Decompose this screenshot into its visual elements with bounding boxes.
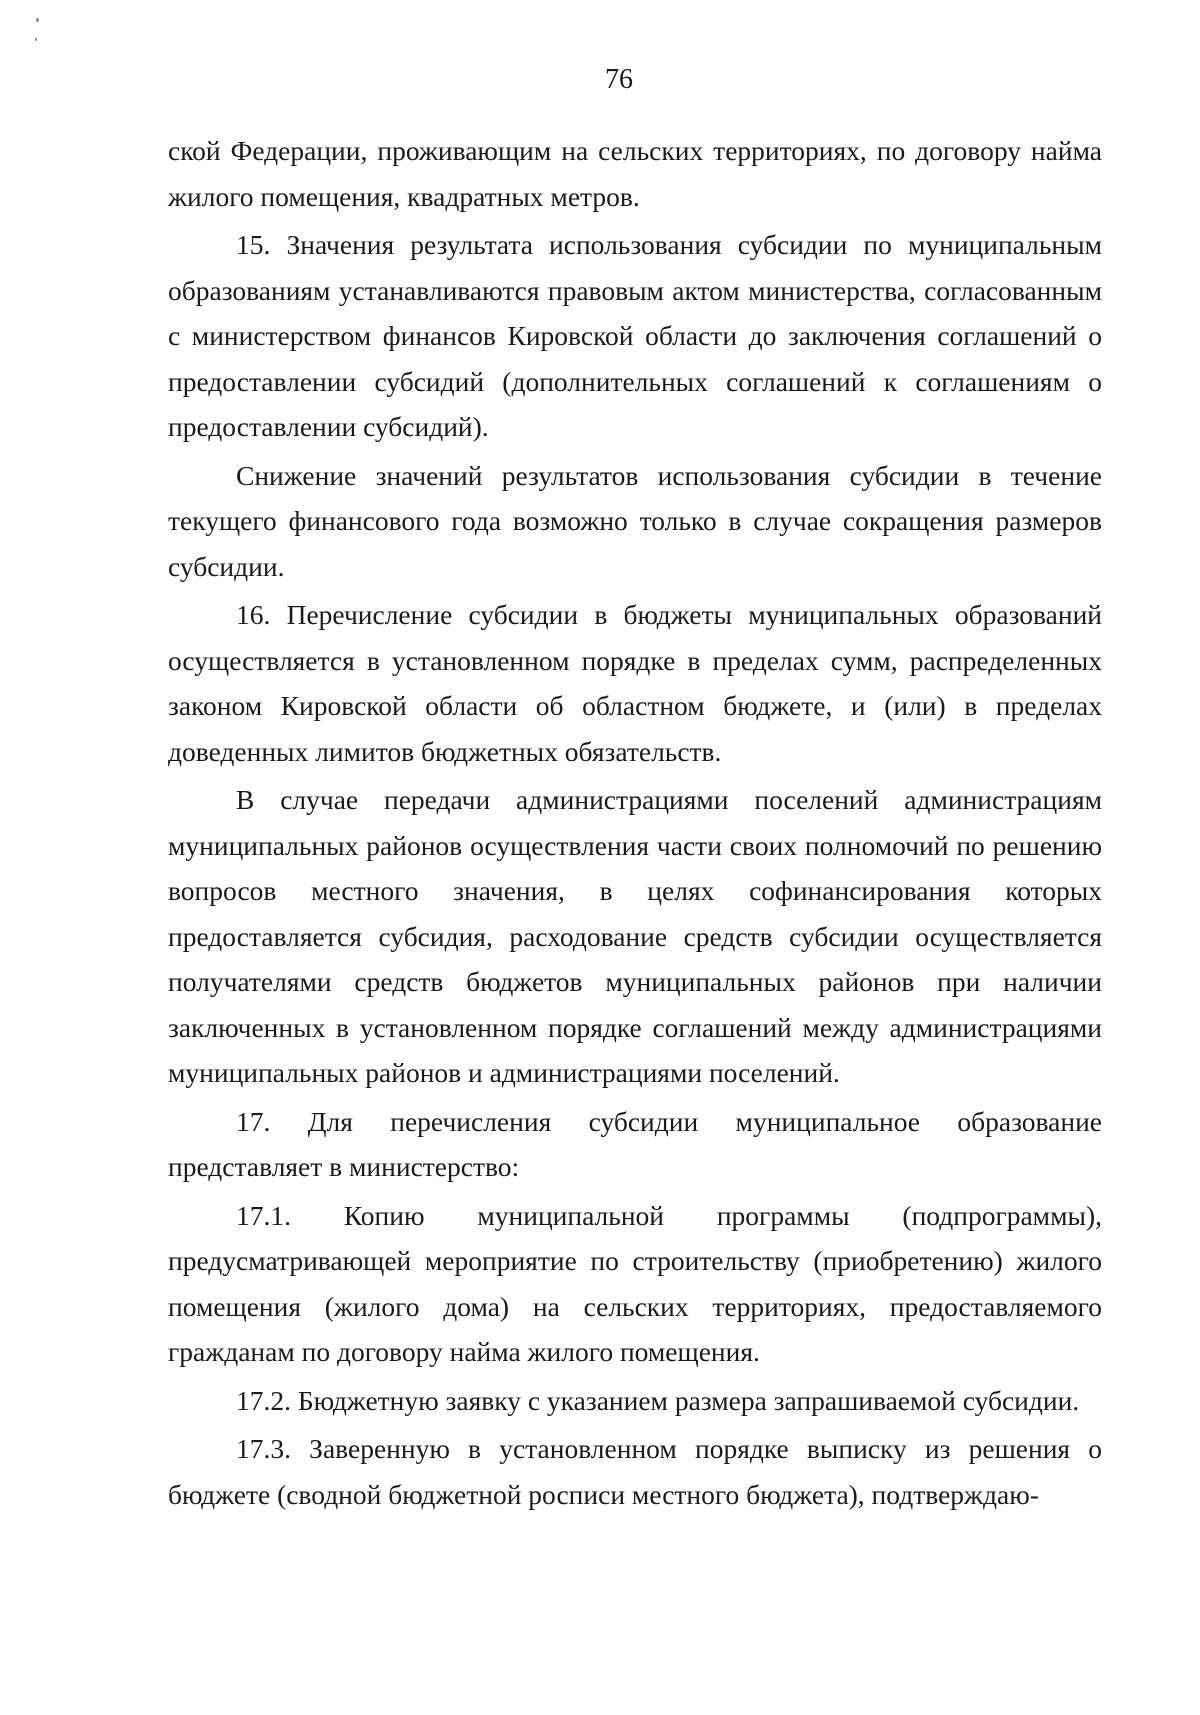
scan-speck	[35, 38, 37, 41]
page-number: 76	[605, 64, 633, 95]
document-body	[168, 128, 1102, 1517]
paragraph-subsidy-reduction: Снижение значений результатов использования субсидии в течение текущего финансового года возможно только в случае сокращения размеров субсидии.	[168, 459, 1102, 582]
paragraph-item-17-1: 17.1. Копию муниципальной программы (подпрограммы), предусматривающей мероприятие по строительству (приобретению) жилого помещения (жилого дома) на сельских территориях, предоставляемого гражданам по договору найма жилого помещения.	[168, 1199, 1102, 1367]
paragraph-powers-transfer: В случае передачи администрациями поселений администрациям муниципальных районов осуществления части своих полномочий по решению вопросов местного значения, в целях софинансирования которых предоставляется субсидия, расходование средств субсидии осуществляется получателями средств бюджетов муниципальных районов при наличии заключенных в установленном порядке соглашений между администрациями муниципальных районов и администрациями поселений.	[168, 784, 1102, 1088]
paragraph-item-17-3: 17.3. Заверенную в установленном порядке выписку из решения о бюджете (сводной бюджетной росписи местного бюджета), подтверждаю-	[168, 1433, 1102, 1510]
paragraph-item-17-2: 17.2. Бюджетную заявку с указанием размера запрашиваемой субсидии.	[236, 1384, 1080, 1416]
scan-speck	[36, 18, 39, 22]
paragraph-item-16: 16. Перечисление субсидии в бюджеты муниципальных образований осуществляется в установленном порядке в пределах сумм, распределенных законом Кировской области об областном бюджете, и (или) в пределах доведенных лимитов бюджетных обязательств.	[168, 599, 1102, 767]
paragraph-item-17: 17. Для перечисления субсидии муниципальное образование представляет в министерство:	[168, 1105, 1102, 1182]
paragraph-item-15: 15. Значения результата использования субсидии по муниципальным образованиям устанавливаются правовым актом министерства, согласованным с министерством финансов Кировской области до заключения соглашений о предоставлении субсидий (дополнительных соглашений к соглашениям о предоставлении субсидий).	[168, 229, 1102, 442]
paragraph-continuation: ской Федерации, проживающим на сельских территориях, по договору найма жилого помещения, квадратных метров.	[168, 135, 1102, 212]
